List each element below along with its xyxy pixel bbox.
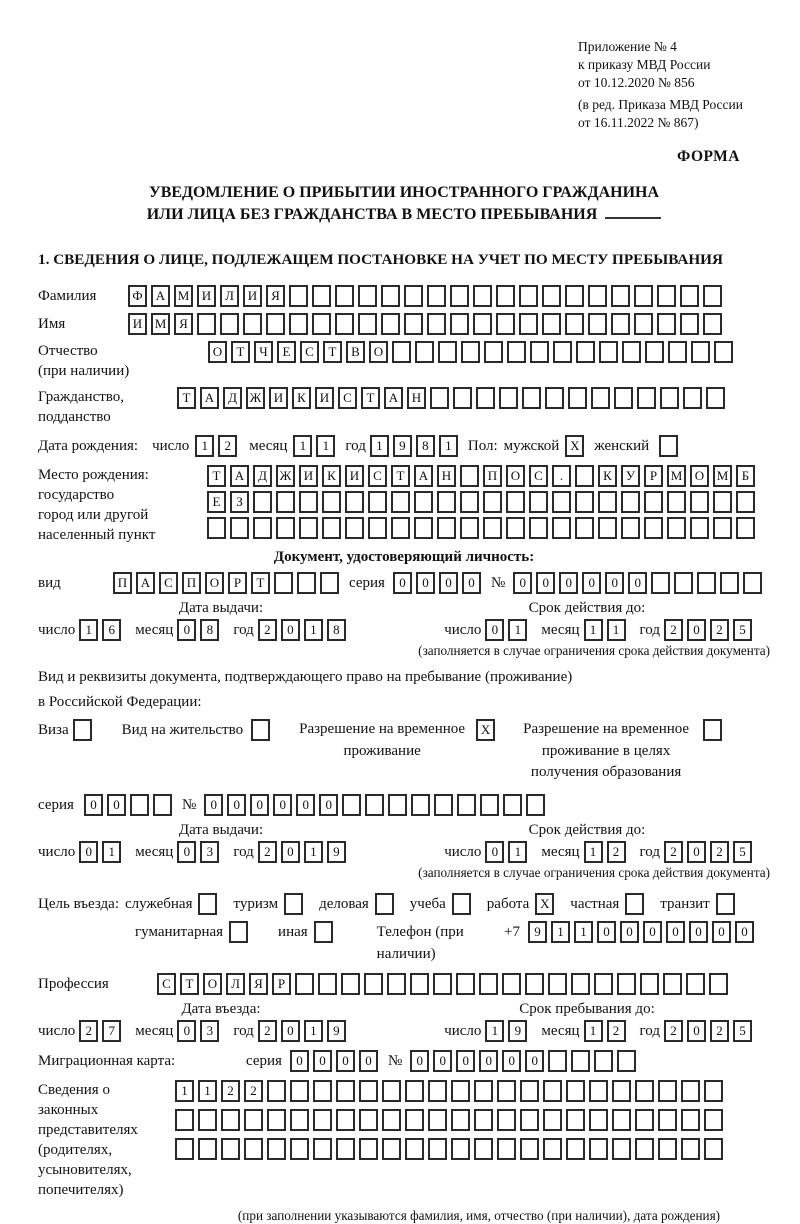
month-label: месяц [541, 1023, 580, 1040]
firstname-row [38, 313, 770, 335]
profession-row [38, 973, 770, 995]
sex-male-label: мужской [503, 437, 560, 454]
migration-card-series-boxes[interactable]: 0 0 0 0 [290, 1050, 382, 1072]
entry-month-boxes[interactable]: 0 3 [177, 1020, 223, 1042]
title-underline [605, 217, 661, 219]
year-label: год [639, 844, 660, 861]
birth-day-label: число [152, 437, 190, 454]
purpose-private-label: частная [570, 896, 620, 913]
migration-card-row [38, 1050, 770, 1072]
identity-doc-issue-month-boxes[interactable]: 0 8 [177, 619, 223, 641]
section1-heading: 1. СВЕДЕНИЯ О ЛИЦЕ, ПОДЛЕЖАЩЕМ ПОСТАНОВКЕ НА УЧЕТ ПО МЕСТУ ПРЕБЫВАНИЯ [38, 250, 723, 268]
surname-boxes[interactable]: Ф А М И Л И Я [128, 285, 726, 307]
entry-date-heading: Дата въезда: [181, 1001, 261, 1018]
temporary-residence-option-label: Разрешение на временное проживание [299, 720, 466, 759]
surname-label: Фамилия [38, 287, 97, 304]
day-label: число [444, 621, 482, 638]
form-title-line2 [38, 204, 770, 226]
purpose-business-checkbox[interactable] [375, 893, 398, 915]
year-label: год [233, 621, 254, 638]
visit-purpose-label: Цель въезда: [38, 896, 119, 913]
residence-doc-issue-heading: Дата выдачи: [178, 822, 264, 839]
residence-doc-number-label: № [181, 797, 197, 814]
entry-date-headings [38, 1001, 770, 1018]
legal-representatives-label [38, 1080, 175, 1200]
visit-purpose-row2 [135, 921, 770, 965]
year-label: год [233, 844, 254, 861]
birth-month-boxes[interactable]: 1 1 [293, 435, 339, 457]
identity-doc-series-boxes[interactable]: 0 0 0 0 [393, 572, 485, 594]
visa-checkbox[interactable] [73, 719, 96, 741]
birth-place-row [38, 465, 770, 545]
entry-year-boxes[interactable]: 2 0 1 9 [258, 1020, 350, 1042]
residence-doc-issue-day-boxes[interactable]: 0 1 [79, 841, 125, 863]
identity-doc-issue-heading: Дата выдачи: [178, 599, 264, 616]
birth-place-boxes-row1[interactable]: Т А Д Ж И К И С Т А Н П О С . К У Р М О М Б [207, 465, 759, 487]
citizenship-label [38, 387, 177, 427]
identity-doc-expiry-year-boxes[interactable]: 2 0 2 5 [664, 619, 756, 641]
legal-representatives-note: (при заполнении указываются фамилия, имя, отчество (при наличии), дата рождения) [237, 1208, 721, 1224]
form-title [38, 182, 770, 227]
residence-doc-intro2: в Российской Федерации: [38, 693, 202, 710]
birth-year-boxes[interactable]: 1 9 8 1 [370, 435, 462, 457]
entry-date [38, 1020, 350, 1042]
patronymic-label-line1: Отчество [38, 342, 98, 359]
identity-doc-kind-label: вид [38, 574, 61, 591]
legal-representatives-boxes-row3[interactable] [175, 1138, 727, 1160]
temporary-residence-education-checkbox[interactable] [703, 719, 726, 741]
purpose-tourism-label: туризм [233, 896, 279, 913]
profession-boxes[interactable]: С Т О Л Я Р [157, 973, 732, 995]
patronymic-boxes[interactable]: О Т Ч Е С Т В О [208, 341, 737, 363]
phone-prefix: +7 [504, 924, 520, 941]
identity-doc-dates-row [38, 619, 770, 641]
year-label: год [639, 1023, 660, 1040]
birth-place-label [38, 465, 207, 545]
residence-doc-date-headings [38, 822, 770, 839]
sex-label: Пол: [467, 437, 498, 454]
identity-doc-kind-boxes[interactable]: П А С П О Р Т [113, 572, 343, 594]
residence-doc-expiry-note: (заполняется в случае ограничения срока действия документа) [418, 865, 770, 881]
form-label: ФОРМА [676, 148, 740, 166]
migration-card-number-boxes[interactable]: 0 0 0 0 0 0 [410, 1050, 640, 1072]
purpose-work-label: работа [486, 896, 530, 913]
birth-place-label-line4: населенный пункт [38, 526, 156, 543]
identity-doc-expiry-day-boxes[interactable]: 0 1 [485, 619, 531, 641]
birth-date-label: Дата рождения: [38, 437, 139, 454]
birth-place-label-line2: государство [38, 486, 115, 503]
purpose-study-label: учеба [409, 896, 446, 913]
form-title-line2-text: ИЛИ ЛИЦА БЕЗ ГРАЖДАНСТВА В МЕСТО ПРЕБЫВАНИЯ [146, 206, 598, 224]
purpose-official-checkbox[interactable] [198, 893, 221, 915]
stay-until-date [444, 1020, 756, 1042]
day-label: число [38, 1023, 76, 1040]
residence-doc-series-label: серия [38, 797, 74, 814]
purpose-humanitarian-checkbox[interactable] [229, 921, 252, 943]
identity-doc-number-label: № [490, 574, 506, 591]
purpose-private-checkbox[interactable] [625, 893, 648, 915]
entry-day-boxes[interactable]: 2 7 [79, 1020, 125, 1042]
entry-dates-row [38, 1020, 770, 1042]
purpose-transit-label: транзит [660, 896, 710, 913]
order-reference-line: к приказу МВД России [578, 56, 711, 72]
legal-representatives-label-line: попечителях) [38, 1182, 124, 1199]
birth-place-label-line3: город или другой [38, 506, 149, 523]
identity-doc-series-label: серия [349, 574, 385, 591]
residence-doc-options-row [38, 719, 770, 784]
stay-month-boxes[interactable]: 1 2 [584, 1020, 630, 1042]
legal-representatives-label-line: (родителях, [38, 1142, 113, 1159]
temporary-residence-checkbox[interactable]: X [476, 719, 499, 741]
migration-card-series-label: серия [246, 1053, 282, 1070]
birth-month-label: месяц [249, 437, 288, 454]
identity-doc-issue-date [38, 619, 350, 641]
order-reference-line: от 10.12.2020 № 856 [578, 74, 695, 90]
temporary-residence-education-option-label: Разрешение на временное проживание в целях получения образования [523, 720, 690, 781]
legal-representatives-label-line: представителях [38, 1122, 138, 1139]
citizenship-label-line2: подданство [38, 408, 111, 425]
legal-representatives-label-line: усыновителях, [38, 1162, 132, 1179]
order-reference-line: Приложение № 4 [578, 39, 677, 54]
month-label: месяц [135, 1023, 174, 1040]
purpose-tourism-checkbox[interactable] [284, 893, 307, 915]
residence-doc-number-boxes[interactable]: 0 0 0 0 0 0 [204, 794, 549, 816]
residence-doc-expiry-month-boxes[interactable]: 1 2 [584, 841, 630, 863]
visit-purpose-row1 [38, 893, 770, 915]
firstname-label: Имя [38, 315, 66, 332]
migration-card-number-label: № [387, 1053, 403, 1070]
year-label: год [233, 1023, 254, 1040]
residence-permit-checkbox[interactable] [251, 719, 274, 741]
birth-date-row [38, 435, 770, 457]
identity-doc-issue-year-boxes[interactable]: 2 0 1 8 [258, 619, 350, 641]
residence-doc-issue-date [38, 841, 350, 863]
month-label: месяц [541, 844, 580, 861]
surname-row [38, 285, 770, 307]
legal-representatives-boxes-row1[interactable]: 1 1 2 2 [175, 1080, 727, 1102]
legal-representatives-label-line: законных [38, 1102, 99, 1119]
stay-year-boxes[interactable]: 2 0 2 5 [664, 1020, 756, 1042]
order-reference-line: (в ред. Приказа МВД России [578, 97, 743, 113]
migration-card-label: Миграционная карта: [38, 1053, 176, 1070]
purpose-business-label: деловая [319, 896, 369, 913]
stay-day-boxes[interactable]: 1 9 [485, 1020, 531, 1042]
order-reference-line: от 16.11.2022 № 867) [578, 115, 699, 131]
month-label: месяц [135, 621, 174, 638]
identity-doc-expiry-date [444, 619, 756, 641]
birth-place-label-line1: Место рождения: [38, 466, 149, 483]
month-label: месяц [541, 621, 580, 638]
residence-doc-expiry-heading: Срок действия до: [528, 822, 646, 839]
birth-place-boxrows [207, 465, 759, 543]
identity-doc-date-headings [38, 600, 770, 617]
identity-doc-kind-row [38, 572, 770, 594]
profession-label: Профессия [38, 976, 109, 993]
legal-representatives-boxrows [175, 1080, 727, 1164]
identity-doc-expiry-month-boxes[interactable]: 1 1 [584, 619, 630, 641]
citizenship-label-line1: Гражданство, [38, 388, 125, 405]
purpose-other-checkbox[interactable] [314, 921, 337, 943]
order-reference-block [578, 38, 770, 132]
identity-doc-expiry-heading: Срок действия до: [528, 599, 646, 616]
identity-doc-number-boxes[interactable]: 0 0 0 0 0 0 [513, 572, 766, 594]
birth-place-boxes-row3[interactable] [207, 517, 759, 539]
day-label: число [444, 1023, 482, 1040]
birth-place-boxes-row2[interactable]: Е З [207, 491, 759, 513]
purpose-work-checkbox[interactable]: X [535, 893, 558, 915]
stay-until-heading: Срок пребывания до: [519, 1001, 655, 1018]
patronymic-row [38, 341, 770, 381]
residence-doc-dates-row [38, 841, 770, 863]
residence-permit-option-label: Вид на жительство [121, 721, 244, 738]
day-label: число [38, 621, 76, 638]
year-label: год [639, 621, 660, 638]
sex-female-label: женский [594, 437, 650, 454]
residence-doc-issue-year-boxes[interactable]: 2 0 1 9 [258, 841, 350, 863]
residence-doc-issue-month-boxes[interactable]: 0 3 [177, 841, 223, 863]
citizenship-row [38, 387, 770, 427]
purpose-other-label: иная [278, 924, 308, 941]
identity-doc-issue-day-boxes[interactable]: 1 6 [79, 619, 125, 641]
purpose-transit-checkbox[interactable] [716, 893, 739, 915]
sex-female-checkbox[interactable] [659, 435, 682, 457]
residence-doc-expiry-date [444, 841, 756, 863]
form-title-line1: УВЕДОМЛЕНИЕ О ПРИБЫТИИ ИНОСТРАННОГО ГРАЖДАНИНА [148, 184, 660, 202]
purpose-humanitarian-label: гуманитарная [135, 924, 224, 941]
residence-doc-expiry-day-boxes[interactable]: 0 1 [485, 841, 531, 863]
residence-doc-expiry-year-boxes[interactable]: 2 0 2 5 [664, 841, 756, 863]
legal-representatives-boxes-row2[interactable] [175, 1109, 727, 1131]
day-label: число [38, 844, 76, 861]
citizenship-boxes[interactable]: Т А Д Ж И К И С Т А Н [177, 387, 729, 409]
residence-doc-intro1: Вид и реквизиты документа, подтверждающего право на пребывание (проживание) [38, 668, 573, 685]
visa-option-label: Виза [38, 721, 69, 738]
phone-label: Телефон (при наличии) [376, 924, 464, 963]
day-label: число [444, 844, 482, 861]
legal-representatives-label-line: Сведения о [38, 1082, 110, 1099]
month-label: месяц [135, 844, 174, 861]
purpose-official-label: служебная [124, 896, 193, 913]
birth-day-boxes[interactable]: 1 2 [195, 435, 241, 457]
patronymic-label-line2: (при наличии) [38, 362, 130, 379]
residence-doc-series-row [38, 794, 770, 816]
legal-representatives-row [38, 1080, 770, 1200]
sex-male-checkbox[interactable]: X [565, 435, 588, 457]
firstname-boxes[interactable]: И М Я [128, 313, 726, 335]
identity-doc-heading: Документ, удостоверяющий личность: [273, 548, 535, 565]
birth-year-label: год [345, 437, 366, 454]
patronymic-label [38, 341, 208, 381]
phone-boxes[interactable]: 9 1 1 0 0 0 0 0 0 0 [528, 921, 758, 943]
identity-doc-expiry-note: (заполняется в случае ограничения срока действия документа) [418, 642, 770, 658]
residence-doc-series-boxes[interactable]: 0 0 [84, 794, 176, 816]
purpose-study-checkbox[interactable] [452, 893, 475, 915]
